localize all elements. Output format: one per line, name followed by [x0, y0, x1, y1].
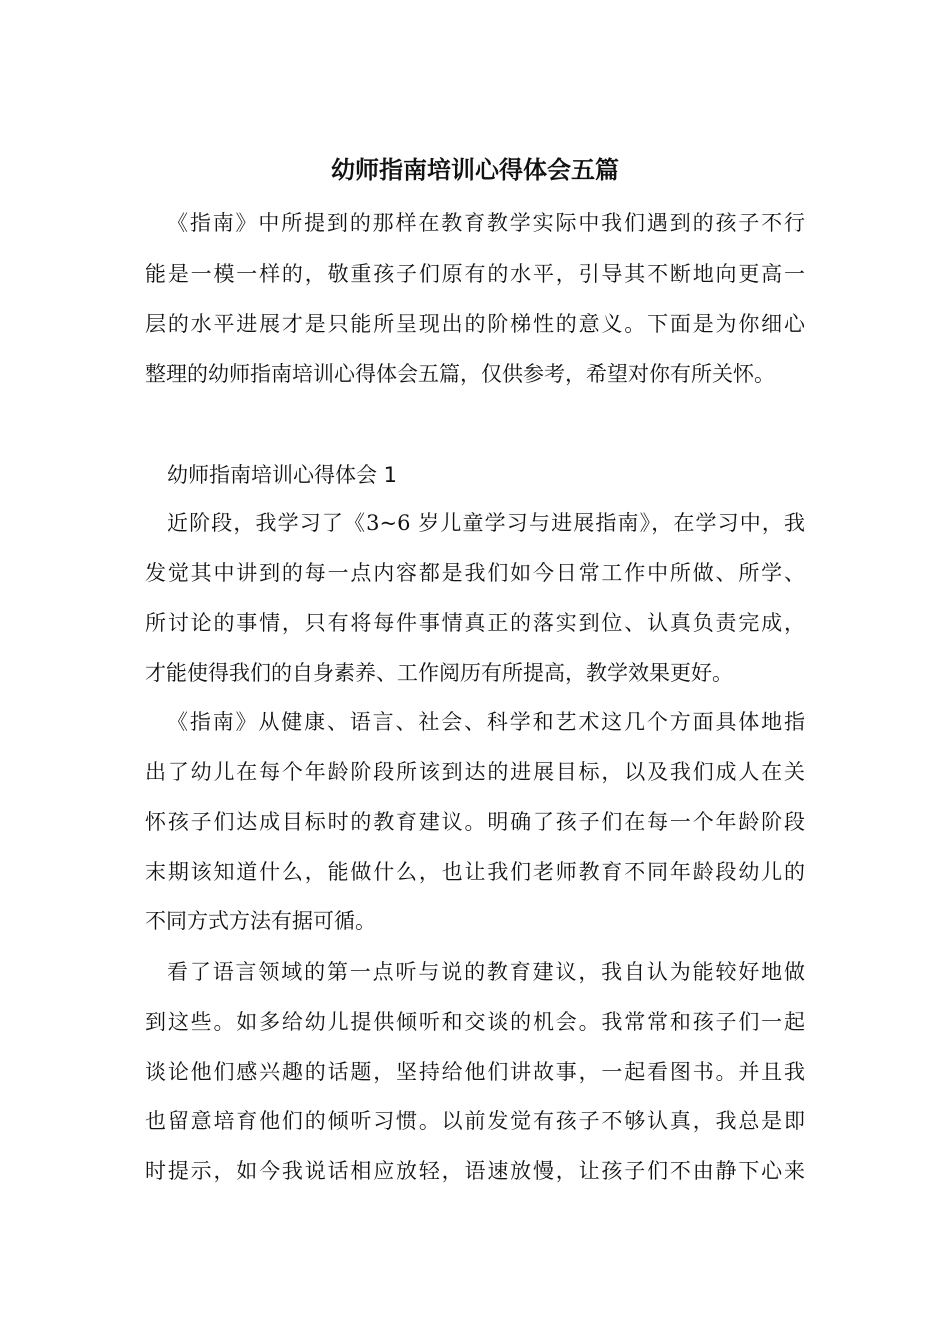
paragraph-line: 也留意培育他们的倾听习惯。以前发觉有孩子不够认真，我总是即: [145, 1109, 805, 1133]
paragraph-line: 怀孩子们达成目标时的教育建议。明确了孩子们在每一个年龄阶段: [145, 810, 805, 834]
paragraph-line: 发觉其中讲到的每一点内容都是我们如今日常工作中所做、所学、: [145, 561, 805, 585]
intro-line-3: 层的水平进展才是只能所呈现出的阶梯性的意义。下面是为你细心: [145, 312, 805, 336]
paragraph-line: 到这些。如多给幼儿提供倾听和交谈的机会。我常常和孩子们一起: [145, 1010, 805, 1034]
paragraph-line: 才能使得我们的自身素养、工作阅历有所提高，教学效果更好。: [145, 661, 733, 685]
intro-line-1: 《指南》中所提到的那样在教育教学实际中我们遇到的孩子不行: [167, 211, 805, 235]
paragraph-line: 谈论他们感兴趣的话题，坚持给他们讲故事，一起看图书。并且我: [145, 1060, 805, 1084]
paragraph-line: 近阶段，我学习了《3~6 岁儿童学习与进展指南》，在学习中，我: [167, 511, 805, 535]
paragraph-line: 末期该知道什么，能做什么，也让我们老师教育不同年龄段幼儿的: [145, 860, 805, 884]
paragraph-line: 不同方式方法有据可循。: [145, 909, 376, 933]
intro-line-2: 能是一模一样的，敬重孩子们原有的水平，引导其不断地向更高一: [145, 262, 805, 286]
paragraph-line: 出了幼儿在每个年龄阶段所该到达的进展目标，以及我们成人在关: [145, 760, 805, 784]
section-heading-1: 幼师指南培训心得体会 1: [167, 463, 398, 487]
paragraph-line: 《指南》从健康、语言、社会、科学和艺术这几个方面具体地指: [167, 710, 805, 734]
paragraph-line: 看了语言领域的第一点听与说的教育建议，我自认为能较好地做: [167, 960, 805, 984]
document-title: 幼师指南培训心得体会五篇: [331, 156, 619, 184]
intro-line-4: 整理的幼师指南培训心得体会五篇，仅供参考，希望对你有所关怀。: [145, 362, 775, 386]
paragraph-line: 时提示，如今我说话相应放轻，语速放慢，让孩子们不由静下心来: [145, 1159, 805, 1183]
paragraph-line: 所讨论的事情，只有将每件事情真正的落实到位、认真负责完成，: [145, 611, 805, 635]
